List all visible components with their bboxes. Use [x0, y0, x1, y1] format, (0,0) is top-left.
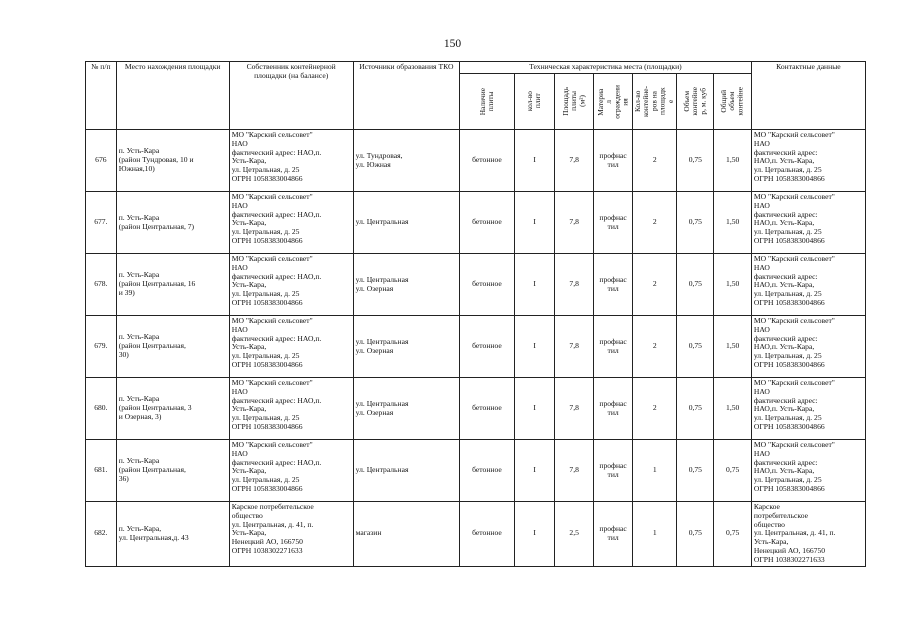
contact-details-line: ОГРН 1058383004866: [753, 359, 825, 369]
waste-source-line: ул. Тундровая,: [355, 150, 403, 160]
site-owner-line: ОГРН 1058383004866: [231, 421, 303, 431]
row-number: 682.: [86, 502, 117, 567]
site-owner-line: НАО: [231, 138, 248, 148]
waste-source: [353, 130, 459, 192]
header-total: Общий объем контейне: [714, 74, 751, 130]
contact-details-line: Усть-Кара,: [753, 537, 789, 547]
contact-details-line: НАО: [753, 324, 770, 334]
container-volume: 0,75: [677, 440, 714, 502]
contact-details-line: ОГРН 1058383004866: [753, 421, 825, 431]
fence-material: [593, 130, 632, 192]
row-number: 681.: [86, 440, 117, 502]
site-owner-line: общество: [231, 510, 263, 520]
waste-source-line: ул. Озерная: [355, 407, 394, 417]
site-owner-line: ОГРН 1058383004866: [231, 173, 303, 183]
site-owner-line: МО "Карский сельсовет": [231, 440, 313, 449]
site-location-line: и 39): [118, 287, 135, 297]
container-count: 2: [633, 378, 677, 440]
waste-site-registry-table: [85, 61, 866, 567]
site-owner: [229, 130, 353, 192]
waste-source-line: ул. Центральная: [355, 336, 409, 346]
contact-details-line: фактический адрес:: [753, 333, 818, 343]
plate-area: 7,8: [555, 316, 593, 378]
site-location: [116, 130, 229, 192]
header-tech: Техническая характеристика места (площадки): [460, 62, 752, 74]
contact-details-line: НАО,п. Усть-Кара,: [753, 466, 815, 476]
total-volume: 0,75: [714, 440, 751, 502]
site-owner-line: фактический адрес: НАО,п.: [231, 209, 322, 219]
total-volume: 1,50: [714, 316, 751, 378]
site-owner-line: фактический адрес: НАО,п.: [231, 271, 322, 281]
site-owner-line: Усть-Кара,: [231, 156, 267, 166]
site-owner-line: Ненецкий АО, 166750: [231, 537, 303, 547]
site-owner-line: Усть-Кара,: [231, 218, 267, 228]
site-location: [116, 254, 229, 316]
site-location-line: 36): [118, 473, 129, 483]
contact-details-line: ОГРН 1058383004866: [753, 483, 825, 493]
plate-count: I: [514, 316, 555, 378]
site-owner-line: Карское потребительское: [231, 502, 314, 511]
waste-source-line: ул. Озерная: [355, 345, 394, 355]
site-owner-line: ОГРН 1058383004866: [231, 297, 303, 307]
site-location-line: (район Тундровая, 10 и: [118, 155, 194, 165]
site-location-line: п. Усть-Кара: [118, 270, 160, 280]
plate-type: бетонное: [460, 316, 515, 378]
row-number: 680.: [86, 378, 117, 440]
contact-details-line: фактический адрес:: [753, 147, 818, 157]
contact-details: [751, 130, 865, 192]
plate-area: 7,8: [555, 378, 593, 440]
plate-type: бетонное: [460, 440, 515, 502]
header-area: Площадь плиты (м²): [555, 74, 593, 130]
contact-details-line: МО "Карский сельсовет": [753, 316, 835, 325]
table-row: [86, 192, 866, 254]
site-location-line: п. Усть-Кара: [118, 456, 160, 466]
row-number: 676: [86, 130, 117, 192]
contact-details: [751, 502, 865, 567]
container-count: 2: [633, 316, 677, 378]
waste-source: [353, 502, 459, 567]
waste-source: [353, 378, 459, 440]
contact-details-line: ОГРН 1058383004866: [753, 235, 825, 245]
header-plate: Наличие плиты: [460, 74, 515, 130]
table-row: [86, 316, 866, 378]
fence-material: [593, 440, 632, 502]
plate-type: бетонное: [460, 192, 515, 254]
site-location-line: (район Центральная, 3: [118, 403, 192, 413]
fence-material-line: тил: [607, 221, 619, 231]
contact-details-line: фактический адрес:: [753, 271, 818, 281]
waste-source-line: ул. Центральная: [355, 398, 409, 408]
site-owner-line: ОГРН 1058383004866: [231, 483, 303, 493]
contact-details-line: МО "Карский сельсовет": [753, 130, 835, 139]
site-owner-line: Усть-Кара,: [231, 466, 267, 476]
fence-material-line: тил: [607, 159, 619, 169]
site-location-line: п. Усть-Кара: [118, 212, 160, 222]
fence-material: [593, 378, 632, 440]
site-owner-line: фактический адрес: НАО,п.: [231, 457, 322, 467]
contact-details-line: НАО: [753, 262, 770, 272]
header-contact: Контактные данные: [751, 62, 865, 130]
contact-details-line: НАО,п. Усть-Кара,: [753, 342, 815, 352]
container-volume: 0,75: [677, 378, 714, 440]
plate-type: бетонное: [460, 254, 515, 316]
page-number: 150: [443, 38, 462, 50]
table-row: [86, 378, 866, 440]
contact-details-line: НАО: [753, 138, 770, 148]
container-count: 2: [633, 130, 677, 192]
total-volume: 1,50: [714, 254, 751, 316]
contact-details-line: НАО: [753, 448, 770, 458]
waste-source: [353, 254, 459, 316]
site-owner-line: МО "Карский сельсовет": [231, 192, 313, 201]
fence-material-line: профнас: [599, 150, 627, 160]
table-header: [86, 62, 866, 130]
site-location-line: (район Центральная, 7): [118, 221, 195, 231]
fence-material-line: тил: [607, 407, 619, 417]
waste-source-line: ул. Южная: [355, 159, 391, 169]
site-owner-line: НАО: [231, 200, 248, 210]
site-owner: [229, 254, 353, 316]
plate-type: бетонное: [460, 130, 515, 192]
site-location-line: п. Усть-Кара: [118, 394, 160, 404]
contact-details-line: НАО,п. Усть-Кара,: [753, 404, 815, 414]
container-volume: 0,75: [677, 130, 714, 192]
container-volume: 0,75: [677, 254, 714, 316]
site-owner: [229, 378, 353, 440]
contact-details-line: НАО,п. Усть-Кара,: [753, 156, 815, 166]
site-owner-line: ул. Цетральная, д. 25: [231, 413, 300, 423]
contact-details-line: фактический адрес:: [753, 395, 818, 405]
fence-material-line: профнас: [599, 460, 627, 470]
contact-details-line: МО "Карский сельсовет": [753, 192, 835, 201]
table-row: [86, 130, 866, 192]
site-owner-line: Усть-Кара,: [231, 342, 267, 352]
row-number: 679.: [86, 316, 117, 378]
plate-count: I: [514, 254, 555, 316]
site-location-line: (район Центральная, 16: [118, 279, 196, 289]
fence-material-line: профнас: [599, 274, 627, 284]
contact-details: [751, 192, 865, 254]
site-owner: [229, 440, 353, 502]
plate-area: 2,5: [555, 502, 593, 567]
site-owner-line: фактический адрес: НАО,п.: [231, 395, 322, 405]
plate-type: бетонное: [460, 502, 515, 567]
header-num: № п/п: [86, 62, 117, 130]
waste-source-line: ул. Центральная: [355, 274, 409, 284]
waste-source: [353, 316, 459, 378]
fence-material: [593, 192, 632, 254]
total-volume: 1,50: [714, 378, 751, 440]
header-plate-count: кол-во плит: [514, 74, 555, 130]
site-owner-line: Усть-Кара,: [231, 280, 267, 290]
contact-details: [751, 440, 865, 502]
header-fence: Материа л ограждени ия: [593, 74, 632, 130]
plate-area: 7,8: [555, 130, 593, 192]
site-owner-line: ул. Цетральная, д. 25: [231, 165, 300, 175]
site-location-line: ул. Центральная,д. 43: [118, 532, 189, 542]
plate-area: 7,8: [555, 440, 593, 502]
contact-details-line: Карское: [753, 502, 780, 511]
contact-details-line: ОГРН 1058383004866: [753, 297, 825, 307]
site-owner: [229, 502, 353, 567]
site-owner-line: ОГРН 1058383004866: [231, 235, 303, 245]
fence-material-line: тил: [607, 469, 619, 479]
container-count: 1: [633, 502, 677, 567]
site-owner-line: МО "Карский сельсовет": [231, 378, 313, 387]
contact-details-line: МО "Карский сельсовет": [753, 378, 835, 387]
plate-count: I: [514, 192, 555, 254]
fence-material-line: профнас: [599, 212, 627, 222]
fence-material-line: тил: [607, 345, 619, 355]
fence-material-line: тил: [607, 532, 619, 542]
contact-details-line: НАО: [753, 200, 770, 210]
plate-count: I: [514, 130, 555, 192]
site-location-line: (район Центральная,: [118, 341, 186, 351]
contact-details-line: ОГРН 1058383004866: [753, 173, 825, 183]
site-owner-line: МО "Карский сельсовет": [231, 130, 313, 139]
header-volume: Объем контейне р, м. куб: [677, 74, 714, 130]
fence-material-line: тил: [607, 283, 619, 293]
contact-details-line: Ненецкий АО, 166750: [753, 545, 826, 555]
waste-source-line: ул. Центральная: [355, 465, 409, 475]
plate-count: I: [514, 440, 555, 502]
site-owner-line: ул. Цетральная, д. 25: [231, 351, 300, 361]
table-row: [86, 440, 866, 502]
total-volume: 1,50: [714, 192, 751, 254]
site-location-line: п. Усть-Кара: [118, 146, 160, 156]
contact-details-line: фактический адрес:: [753, 209, 818, 219]
header-place: Место нахождения площадки: [116, 62, 229, 130]
site-owner-line: Усть-Кара,: [231, 528, 267, 538]
container-count: 1: [633, 440, 677, 502]
total-volume: 0,75: [714, 502, 751, 567]
site-location-line: 30): [118, 349, 129, 359]
row-number: 678.: [86, 254, 117, 316]
site-location-line: (район Центральная,: [118, 465, 186, 475]
contact-details: [751, 254, 865, 316]
contact-details-line: ул. Цетральная, д. 25: [753, 227, 822, 237]
contact-details-line: общество: [753, 519, 785, 529]
site-location: [116, 192, 229, 254]
site-owner-line: фактический адрес: НАО,п.: [231, 333, 322, 343]
site-owner-line: НАО: [231, 262, 248, 272]
site-owner-line: ул. Цетральная, д. 25: [231, 227, 300, 237]
fence-material: [593, 502, 632, 567]
contact-details: [751, 316, 865, 378]
table-body: [86, 130, 866, 567]
container-volume: 0,75: [677, 192, 714, 254]
contact-details-line: МО "Карский сельсовет": [753, 440, 835, 449]
site-owner-line: НАО: [231, 324, 248, 334]
contact-details-line: ул. Цетральная, д. 25: [753, 289, 822, 299]
row-number: 677.: [86, 192, 117, 254]
container-volume: 0,75: [677, 316, 714, 378]
site-location: [116, 378, 229, 440]
contact-details: [751, 378, 865, 440]
contact-details-line: МО "Карский сельсовет": [753, 254, 835, 263]
site-location: [116, 440, 229, 502]
waste-source-line: ул. Озерная: [355, 283, 394, 293]
site-location-line: п. Усть-Кара,: [118, 523, 162, 533]
site-owner-line: НАО: [231, 386, 248, 396]
site-owner-line: ул. Цетральная, д. 25: [231, 475, 300, 485]
plate-count: I: [514, 502, 555, 567]
contact-details-line: ул. Цетральная, д. 25: [753, 165, 822, 175]
site-owner-line: МО "Карский сельсовет": [231, 254, 313, 263]
waste-source: [353, 192, 459, 254]
fence-material: [593, 254, 632, 316]
waste-source-line: ул. Центральная: [355, 217, 409, 227]
site-owner-line: Усть-Кара,: [231, 404, 267, 414]
site-owner-line: ОГРН 1058383004866: [231, 359, 303, 369]
plate-count: I: [514, 378, 555, 440]
fence-material: [593, 316, 632, 378]
site-location-line: Южная,10): [118, 163, 155, 173]
table-row: [86, 254, 866, 316]
site-location: [116, 502, 229, 567]
contact-details-line: ул. Цетральная, д. 25: [753, 351, 822, 361]
site-location-line: п. Усть-Кара: [118, 332, 160, 342]
fence-material-line: профнас: [599, 398, 627, 408]
site-owner-line: МО "Карский сельсовет": [231, 316, 313, 325]
header-source: Источники образования ТКО: [353, 62, 459, 130]
waste-source: [353, 440, 459, 502]
plate-area: 7,8: [555, 192, 593, 254]
container-count: 2: [633, 254, 677, 316]
container-count: 2: [633, 192, 677, 254]
waste-source-line: магазин: [355, 528, 382, 538]
contact-details-line: ул. Цетральная, д. 25: [753, 413, 822, 423]
site-owner-line: фактический адрес: НАО,п.: [231, 147, 322, 157]
site-owner-line: ул. Цетральная, д. 25: [231, 289, 300, 299]
site-location: [116, 316, 229, 378]
site-location-line: и Озерная, 3): [118, 411, 162, 421]
fence-material-line: профнас: [599, 523, 627, 533]
site-owner-line: НАО: [231, 448, 248, 458]
plate-type: бетонное: [460, 378, 515, 440]
contact-details-line: ул. Центральная, д. 41, п.: [753, 528, 836, 538]
plate-area: 7,8: [555, 254, 593, 316]
header-owner: Собственник контейнерной площадки (на балансе): [229, 62, 353, 130]
contact-details-line: НАО,п. Усть-Кара,: [753, 280, 815, 290]
contact-details-line: ул. Цетральная, д. 25: [753, 475, 822, 485]
total-volume: 1,50: [714, 130, 751, 192]
contact-details-line: потребительское: [753, 510, 808, 520]
site-owner-line: ОГРН 1038302271633: [231, 545, 303, 555]
site-owner-line: ул. Центральная, д. 41, п.: [231, 519, 314, 529]
contact-details-line: ОГРН 1038302271633: [753, 554, 825, 564]
site-owner: [229, 192, 353, 254]
site-owner: [229, 316, 353, 378]
fence-material-line: профнас: [599, 336, 627, 346]
table-row: [86, 502, 866, 567]
contact-details-line: НАО,п. Усть-Кара,: [753, 218, 815, 228]
container-volume: 0,75: [677, 502, 714, 567]
contact-details-line: НАО: [753, 386, 770, 396]
header-containers: Кол-во контейне- ров на площадк е: [633, 74, 677, 130]
contact-details-line: фактический адрес:: [753, 457, 818, 467]
